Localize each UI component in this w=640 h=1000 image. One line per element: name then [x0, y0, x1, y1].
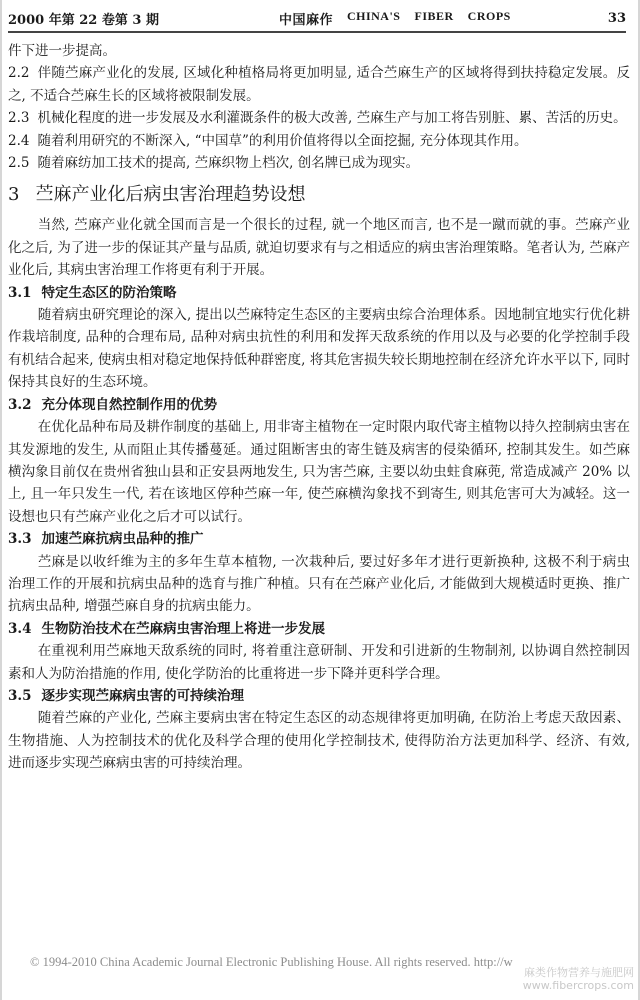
copyright-footer: © 1994-2010 China Academic Journal Electronic Publishing House. All rights reserved. http://w — [30, 955, 513, 969]
subsection-text: 在重视利用苎麻地天敌系统的同时, 将着重注意研制、开发和引进新的生物制剂, 以协调自然控制因素和人为防治措施的作用, 使化学防治的比重将进一步下降并更科学合理。 — [8, 643, 630, 682]
subsection-heading — [8, 528, 630, 550]
subsection-number: 3.5 — [8, 687, 32, 704]
subsection-title: 生物防治技术在苎麻病虫害治理上将进一步发展 — [41, 620, 325, 637]
subsection-number: 3.1 — [8, 284, 32, 301]
item-number: 2.3 — [8, 110, 30, 127]
subsection-text: 苎麻是以收纤维为主的多年生草本植物, 一次栽种后, 要过好多年才进行更新换种, 这极不利于病虫治理工作的开展和抗病虫品种的选育与推广种植。只有在苎麻产业化后, 才能做到大规模适时更换、推广抗病虫品种, 增强苎麻自身的抗病虫能力。 — [8, 553, 630, 615]
section-number: 3 — [8, 184, 20, 206]
article-body — [8, 40, 630, 775]
item-number: 2.4 — [8, 132, 30, 149]
item-text: 随着麻纺加工技术的提高, 苎麻织物上档次, 创名牌已成为现实。 — [37, 155, 420, 172]
section-intro: 当然, 苎麻产业化就全国而言是一个很长的过程, 就一个地区而言, 也不是一蹴而就的事。苎麻产业化之后, 为了进一步的保证其产量与品质, 就迫切要求有与之相适应的病虫害治理策略。笔者认为, 苎麻产业化后, 其病虫害治理工作将更有利于开展。 — [8, 217, 630, 279]
subsection-heading — [8, 618, 630, 640]
watermark-line-2: www.fibercrops.com — [522, 979, 634, 992]
list-item — [8, 62, 630, 107]
subsection-heading — [8, 685, 630, 707]
item-number: 2.2 — [8, 65, 30, 82]
item-text: 伴随苎麻产业化的发展, 区域化种植格局将更加明显, 适合苎麻生产的区域将得到扶持稳定发展。反之, 不适合苎麻生长的区域将被限制发展。 — [8, 65, 630, 104]
subsection-title: 加速苎麻抗病虫品种的推广 — [41, 531, 204, 548]
subsection-title: 逐步实现苎麻病虫害的可持续治理 — [41, 687, 244, 704]
page-number: 33 — [607, 10, 626, 26]
journal-name-cn: 中国麻作 — [278, 12, 333, 28]
watermark-line-1: 麻类作物营养与施肥网 — [524, 966, 634, 979]
running-header — [8, 5, 626, 33]
item-text: 随着利用研究的不断深入, “中国草”的利用价值将得以全面挖掘, 充分体现其作用。 — [37, 132, 528, 149]
item-number: 2.5 — [8, 155, 30, 172]
subsection-title: 特定生态区的防治策略 — [41, 284, 177, 301]
item-text: 机械化程度的进一步发展及水利灌溉条件的极大改善, 苎麻生产与加工将告别脏、累、苦活的历史。 — [37, 110, 627, 127]
subsection-heading — [8, 282, 630, 304]
continued-line: 件下进一步提高。 — [8, 43, 116, 59]
subsection-heading — [8, 394, 630, 416]
subsection-text: 随着病虫研究理论的深入, 提出以苎麻特定生态区的主要病虫综合治理体系。因地制宜地实行优化耕作栽培制度, 品种的合理布局, 品种对病虫抗性的利用和发挥天敌系统的作用以及与必要的化学控制手段有机结合起来, 使病虫相对稳定地保持低种群密度, 将其危害损失较长期地控制在经济允许水平以下, 同时保持其良好的生态环境。 — [8, 307, 630, 391]
subsection-title: 充分体现自然控制作用的优势 — [41, 396, 217, 413]
journal-name-en-3: CROPS — [467, 8, 511, 23]
subsection-number: 3.3 — [8, 531, 32, 548]
site-watermark — [523, 966, 634, 992]
list-item — [8, 107, 630, 129]
section-title: 苎麻产业化后病虫害治理趋势设想 — [35, 184, 306, 206]
journal-name-en-2: FIBER — [414, 8, 454, 23]
subsection-number: 3.4 — [8, 620, 32, 637]
journal-name — [279, 9, 511, 28]
subsection-number: 3.2 — [8, 396, 32, 413]
list-item — [8, 130, 630, 152]
issue-info: 2000 年第 22 卷第 3 期 — [8, 12, 159, 28]
subsection-text: 在优化品种布局及耕作制度的基础上, 用非寄主植物在一定时限内取代寄主植物以持久控制病虫害在其发源地的发生, 从而阻止其传播蔓延。通过阻断害虫的寄生链及病害的侵染循环, 控制其发生。如苎麻横沟象目前仅在贵州省独山县和正安县两地发生, 只为害苎麻, 主要以幼虫蛀食麻蔸, 常造成减产 20% 以上, 且一年只发生一代, 若在该地区停种苎麻一年, 使苎麻横沟象找不到寄生, 则其危害可大为减轻。这一设想也只有苎麻产业化之后才可以试行。 — [8, 419, 630, 525]
list-item — [8, 152, 630, 174]
section-heading — [8, 182, 630, 208]
subsection-text: 随着苎麻的产业化, 苎麻主要病虫害在特定生态区的动态规律将更加明确, 在防治上考虑天敌因素、生物措施、人为控制技术的优化及科学合理的使用化学控制技术, 使得防治方法更加科学、经济、有效, 进而逐步实现苎麻病虫害的可持续治理。 — [8, 710, 630, 772]
journal-name-en-1: CHINA'S — [346, 8, 401, 23]
